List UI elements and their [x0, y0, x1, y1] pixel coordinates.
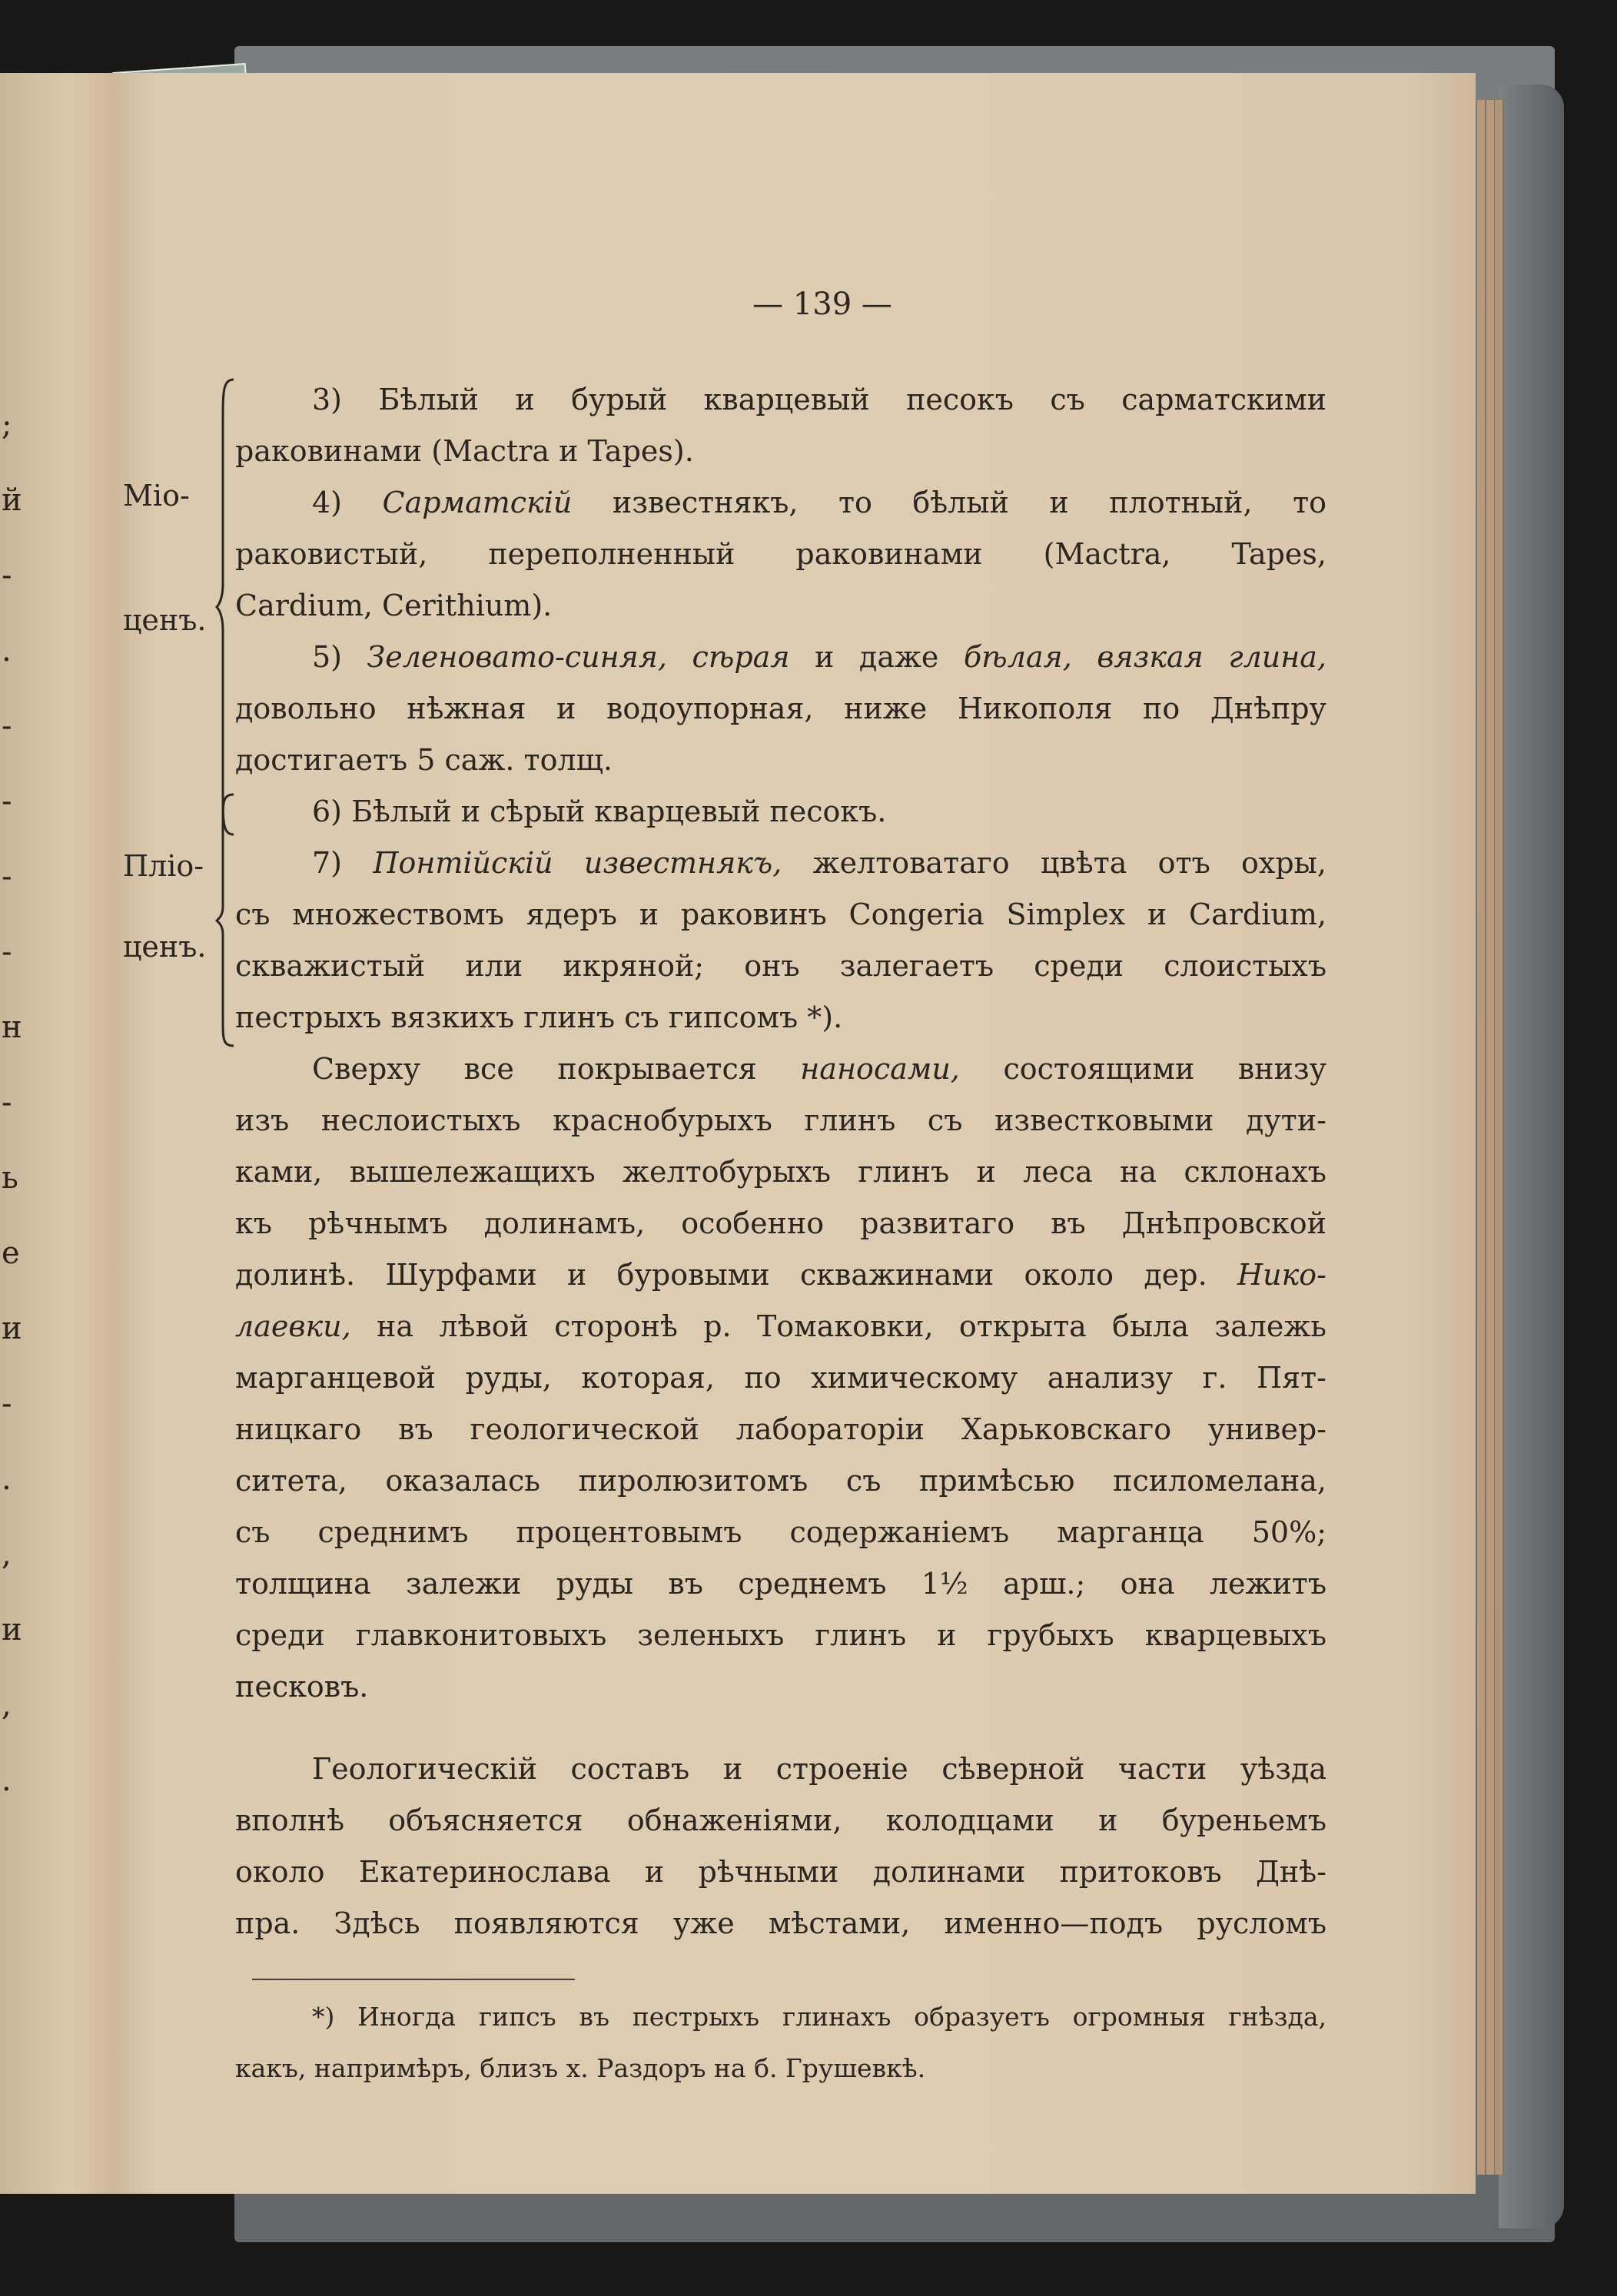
book-cover-edge: [1499, 85, 1564, 2228]
previous-page-fragment: -: [2, 784, 12, 819]
text-line: [235, 889, 1326, 941]
book-page: [115, 73, 1476, 2194]
text-line: [235, 1455, 1326, 1507]
previous-page-fragment: и: [2, 1311, 22, 1346]
text-span: съ множествомъ ядеръ и раковинъ Congeria Simplex и Cardium,: [235, 897, 1326, 931]
text-span: среди главконитовыхъ зеленыхъ глинъ и грубыхъ кварцевыхъ: [235, 1618, 1326, 1652]
text-line: [235, 477, 1326, 529]
text-line: [235, 992, 1326, 1043]
text-span: вполнѣ объясняется обнаженіями, колодцами и буреньемъ: [235, 1803, 1326, 1837]
footnote: [235, 1994, 1326, 2097]
previous-page-fragment: -: [2, 1386, 12, 1422]
text-span: Cardium, Cerithium).: [235, 589, 553, 622]
text-line: [235, 1994, 1326, 2045]
text-line: [235, 529, 1326, 580]
text-span: пестрыхъ вязкихъ глинъ съ гипсомъ *).: [235, 1000, 843, 1034]
text-line: [235, 1558, 1326, 1610]
text-line: [235, 1146, 1326, 1198]
paragraph-gap: [235, 1713, 1326, 1744]
text-span: Сарматскій: [382, 486, 573, 519]
previous-page-fragment: ;: [2, 407, 12, 443]
text-line: [235, 1795, 1326, 1846]
text-line: [235, 735, 1326, 786]
previous-page-fragment: н: [2, 1010, 22, 1045]
text-span: къ рѣчнымъ долинамъ, особенно развитаго въ Днѣпровской: [235, 1206, 1326, 1240]
text-line: [235, 1507, 1326, 1558]
text-span: какъ, напримѣръ, близъ х. Раздоръ на б. Грушевкѣ.: [235, 2053, 926, 2083]
text-span: скважистый или икряной; онъ залегаетъ среди слоистыхъ: [235, 949, 1326, 983]
previous-page-fragment: ,: [2, 1537, 12, 1572]
page-edge: [1477, 100, 1486, 2175]
text-line: [235, 1352, 1326, 1404]
previous-page-fragment: и: [2, 1612, 22, 1647]
previous-page-edge: [0, 73, 115, 2194]
text-line: [235, 374, 1326, 426]
text-line: [235, 1095, 1326, 1146]
curly-brace-pliocene: [215, 791, 237, 1049]
text-span: ницкаго въ геологической лабораторіи Харьковскаго универ-: [235, 1412, 1326, 1446]
text-line: [235, 1661, 1326, 1713]
pliocene-layer-list: [235, 786, 1326, 1043]
text-line: [235, 632, 1326, 683]
text-span: достигаетъ 5 саж. толщ.: [235, 743, 613, 777]
text-line: [235, 1898, 1326, 1949]
text-line: [235, 1610, 1326, 1661]
text-span: около Екатеринослава и рѣчными долинами притоковъ Днѣ-: [235, 1855, 1326, 1889]
previous-page-fragment: -: [2, 1085, 12, 1120]
text-span: изъ неслоистыхъ краснобурыхъ глинъ съ известковыми дути-: [235, 1103, 1326, 1137]
text-line: [235, 2045, 1326, 2097]
text-span: лаевки,: [235, 1309, 351, 1343]
text-line: [235, 838, 1326, 889]
text-line: [235, 1198, 1326, 1249]
page-edge: [1495, 100, 1504, 2175]
text-span: Зеленовато-синяя, сѣрая: [367, 640, 790, 674]
previous-page-fragment: .: [2, 1763, 12, 1798]
text-span: съ среднимъ процентовымъ содержаніемъ марганца 50%;: [235, 1515, 1326, 1549]
text-span: известнякъ, то бѣлый и плотный, то: [572, 486, 1326, 519]
margin-note-line: ценъ.: [123, 603, 207, 637]
text-span: ками, вышележащихъ желтобурыхъ глинъ и леса на склонахъ: [235, 1155, 1326, 1189]
text-span: Сверху все покрывается: [312, 1052, 801, 1086]
text-span: *) Иногда гипсъ въ пестрыхъ глинахъ образуетъ огромныя гнѣзда,: [312, 2002, 1326, 2032]
text-line: [235, 1043, 1326, 1095]
text-line: [235, 941, 1326, 992]
text-span: ситета, оказалась пиролюзитомъ съ примѣсью псиломелана,: [235, 1464, 1326, 1498]
page-number: — 139 —: [752, 287, 892, 322]
previous-page-fragment: -: [2, 859, 12, 894]
text-line: [235, 1301, 1326, 1352]
text-span: на лѣвой сторонѣ р. Томаковки, открыта была залежь: [350, 1309, 1326, 1343]
curly-brace-miocene: [215, 377, 237, 838]
text-line: [235, 683, 1326, 735]
text-line: [235, 1744, 1326, 1795]
text-span: Понтійскій известнякъ,: [373, 846, 782, 880]
text-span: долинѣ. Шурфами и буровыми скважинами около дер.: [235, 1258, 1237, 1292]
previous-page-fragment: -: [2, 558, 12, 593]
previous-page-fragment: .: [2, 1462, 12, 1497]
margin-note-line: ценъ.: [123, 930, 207, 964]
text-line: [235, 1249, 1326, 1301]
text-span: желтоватаго цвѣта отъ охры,: [782, 846, 1327, 880]
text-line: [235, 1404, 1326, 1455]
previous-page-fragment: й: [2, 483, 22, 518]
text-span: Нико-: [1237, 1258, 1326, 1292]
margin-note-pliocene: [123, 930, 223, 964]
previous-page-fragment: ,: [2, 1687, 12, 1723]
text-span: бѣлая, вязкая глина,: [963, 640, 1327, 674]
text-span: довольно нѣжная и водоупорная, ниже Никополя по Днѣпру: [235, 692, 1326, 725]
text-span: марганцевой руды, которая, по химическому анализу г. Пят-: [235, 1361, 1326, 1395]
text-line: [235, 786, 1326, 838]
text-span: наносами,: [800, 1052, 960, 1086]
text-span: раковинами (Mactra и Tapes).: [235, 434, 694, 468]
text-span: Геологическій составъ и строеніе сѣверной части уѣзда: [312, 1752, 1326, 1786]
body-text: [235, 1043, 1326, 1949]
text-span: толщина залежи руды въ среднемъ 1½ арш.; она лежитъ: [235, 1567, 1326, 1601]
previous-page-fragment: -: [2, 934, 12, 970]
previous-page-fragment: е: [2, 1236, 20, 1271]
text-span: и даже: [789, 640, 964, 674]
previous-page-fragment: -: [2, 708, 12, 744]
text-line: [235, 580, 1326, 632]
text-span: 6) Бѣлый и сѣрый кварцевый песокъ.: [312, 795, 887, 828]
footnote-rule: [252, 1979, 575, 1980]
text-span: 4): [312, 486, 383, 519]
text-line: [235, 1846, 1326, 1898]
text-span: пра. Здѣсь появляются уже мѣстами, именно—подъ русломъ: [235, 1906, 1326, 1940]
margin-note-line: Пліо-: [123, 849, 204, 883]
previous-page-fragment: .: [2, 633, 12, 669]
previous-page-fragment: ь: [2, 1160, 18, 1196]
text-line: [235, 426, 1326, 477]
margin-note-line: Міо-: [123, 479, 190, 513]
margin-note-miocene: [123, 479, 223, 513]
text-span: состоящими внизу: [959, 1052, 1326, 1086]
text-span: песковъ.: [235, 1670, 369, 1704]
margin-note-pliocene: [123, 849, 223, 883]
text-span: раковистый, переполненный раковинами (Mactra, Tapes,: [235, 537, 1326, 571]
text-span: 5): [312, 640, 367, 674]
text-span: 3) Бѣлый и бурый кварцевый песокъ съ сарматскими: [312, 383, 1326, 416]
margin-note-miocene: [123, 603, 223, 637]
miocene-layer-list: [235, 374, 1326, 786]
text-span: 7): [312, 846, 374, 880]
